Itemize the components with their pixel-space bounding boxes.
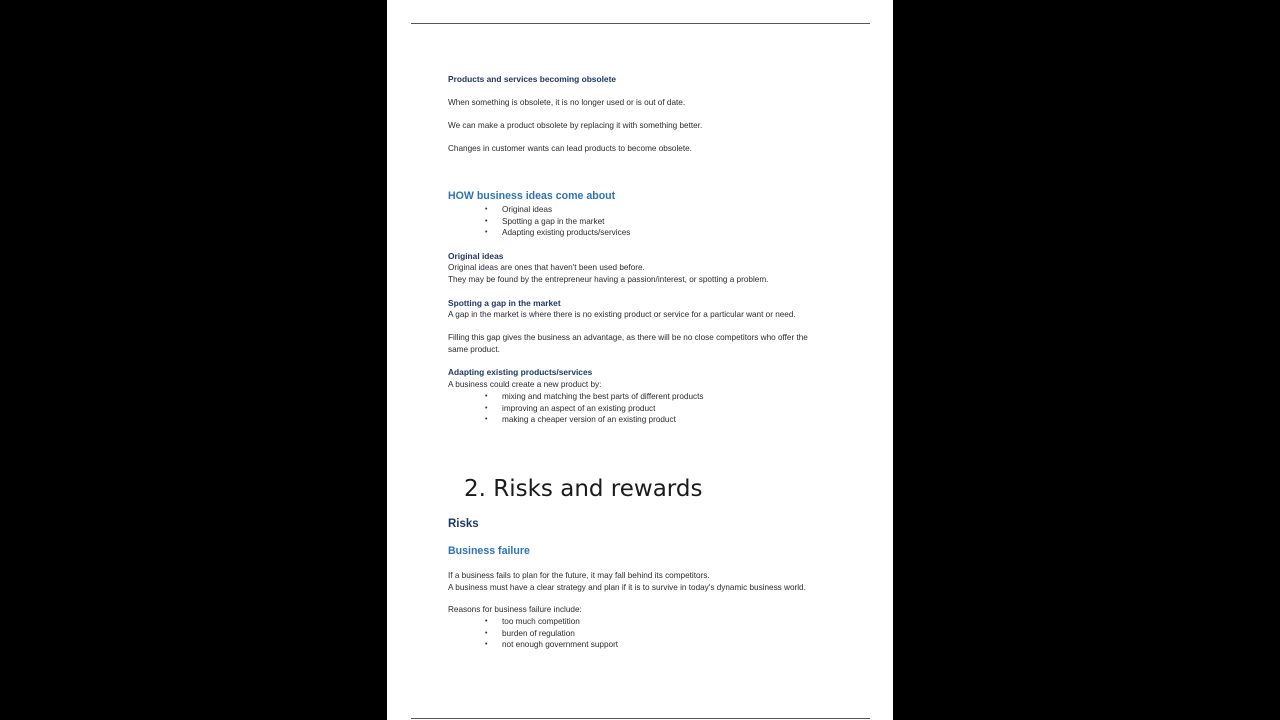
list-item: • Spotting a gap in the market xyxy=(485,216,605,226)
gap-heading: Spotting a gap in the market xyxy=(448,298,561,308)
header-rule xyxy=(411,23,870,24)
obsolete-paragraph-3: Changes in customer wants can lead products to become obsolete. xyxy=(448,144,692,153)
failure-line-2: A business must have a clear strategy and plan if it is to survive in today's dynamic business world. xyxy=(448,583,806,592)
bullet-icon: • xyxy=(485,217,488,225)
obsolete-paragraph-2: We can make a product obsolete by replacing it with something better. xyxy=(448,121,703,130)
original-ideas-heading: Original ideas xyxy=(448,251,504,261)
risks-heading: Risks xyxy=(448,518,479,530)
bullet-icon: • xyxy=(485,393,488,400)
reasons-intro: Reasons for business failure include: xyxy=(448,605,582,614)
reasons-list xyxy=(485,616,618,651)
obsolete-paragraph-1: When something is obsolete, it is no longer used or is out of date. xyxy=(448,98,686,107)
list-item: • improving an aspect of an existing product xyxy=(485,403,656,413)
how-ideas-list xyxy=(485,204,630,239)
list-item: • burden of regulation xyxy=(485,628,575,638)
bullet-icon: • xyxy=(485,404,488,412)
list-item: • Original ideas xyxy=(485,205,553,214)
adapting-intro: A business could create a new product by: xyxy=(448,380,602,389)
list-item: • mixing and matching the best parts of different products xyxy=(485,392,704,401)
gap-line-1: A gap in the market is where there is no existing product or service for a particular want or need. xyxy=(448,310,796,319)
bullet-icon: • xyxy=(485,229,488,237)
obsolete-heading: Products and services becoming obsolete xyxy=(448,74,617,84)
adapting-heading: Adapting existing products/services xyxy=(448,367,593,377)
list-item: • Adapting existing products/services xyxy=(485,228,631,238)
how-ideas-heading: HOW business ideas come about xyxy=(448,190,616,202)
bullet-icon: • xyxy=(485,618,488,625)
business-failure-heading: Business failure xyxy=(448,545,530,557)
failure-line-1: If a business fails to plan for the future, it may fall behind its competitors. xyxy=(448,571,710,580)
gap-line-2: Filling this gap gives the business an advantage, as there will be no close competitors who offer the xyxy=(448,333,808,342)
bullet-icon: • xyxy=(485,641,488,649)
bullet-icon: • xyxy=(485,629,488,637)
original-ideas-line-1: Original ideas are ones that haven't been used before. xyxy=(448,263,645,272)
original-ideas-line-2: They may be found by the entrepreneur having a passion/interest, or spotting a problem. xyxy=(448,275,769,284)
adapting-list xyxy=(485,391,703,426)
footer-rule xyxy=(411,718,870,719)
bullet-icon: • xyxy=(485,416,488,424)
list-item: • not enough government support xyxy=(485,640,619,650)
list-item: • too much competition xyxy=(485,617,580,626)
list-item: • making a cheaper version of an existing product xyxy=(485,415,676,425)
bullet-icon: • xyxy=(485,206,488,213)
document-page xyxy=(387,0,893,720)
section-title: 2. Risks and rewards xyxy=(464,476,703,502)
gap-line-3: same product. xyxy=(448,345,500,354)
